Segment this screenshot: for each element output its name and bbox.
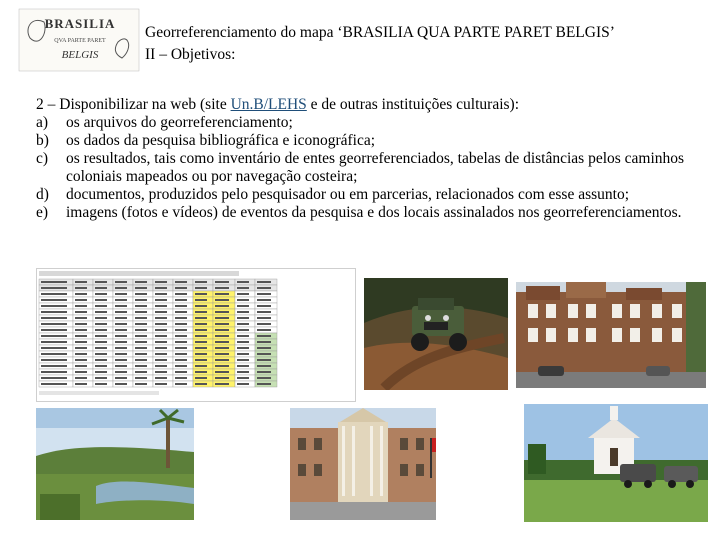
- list-item: d) documentos, produzidos pelo pesquisador ou em parcerias, relacionados com esse assunto;: [36, 186, 630, 203]
- svg-text:BELGIS: BELGIS: [61, 49, 99, 61]
- tropical-landscape-photo: [36, 408, 194, 520]
- list-item: e) imagens (fotos e vídeos) de eventos da pesquisa e dos locais assinalados nos georreferenciamentos.: [36, 204, 682, 221]
- table-picture: [37, 269, 355, 401]
- museum-building-photo: [290, 408, 436, 520]
- list-item: c) os resultados, tais como inventário de entes georreferenciados, tabelas de distâncias pelos caminhos coloniais mapeados ou por navegação costeira;: [36, 150, 685, 185]
- svg-text:BRASILIA: BRASILIA: [44, 16, 116, 31]
- dutch-street-houses-photo: [516, 282, 706, 388]
- intro-line: 2 – Disponibilizar na web (site Un.B/LEHS e de outras instituições culturais):: [36, 96, 520, 113]
- brasilia-map-logo: [18, 8, 140, 72]
- colonial-church-photo: [524, 404, 708, 522]
- list-item: b) os dados da pesquisa bibliográfica e iconográfica;: [36, 132, 376, 149]
- distance-table-image: [36, 268, 356, 402]
- objectives-text: [36, 96, 696, 222]
- list-item: a) os arquivos do georreferenciamento;: [36, 114, 293, 131]
- unb-lehs-link[interactable]: Un.B/LEHS: [230, 96, 307, 113]
- svg-text:QVA PARTE PARET: QVA PARTE PARET: [54, 38, 106, 44]
- offroad-vehicle-photo: [364, 278, 508, 390]
- slide-header: [145, 22, 615, 66]
- slide-title: Georreferenciamento do mapa ‘BRASILIA QUA PARTE PARET BELGIS’: [145, 24, 615, 41]
- slide-subtitle: II – Objetivos:: [145, 46, 236, 63]
